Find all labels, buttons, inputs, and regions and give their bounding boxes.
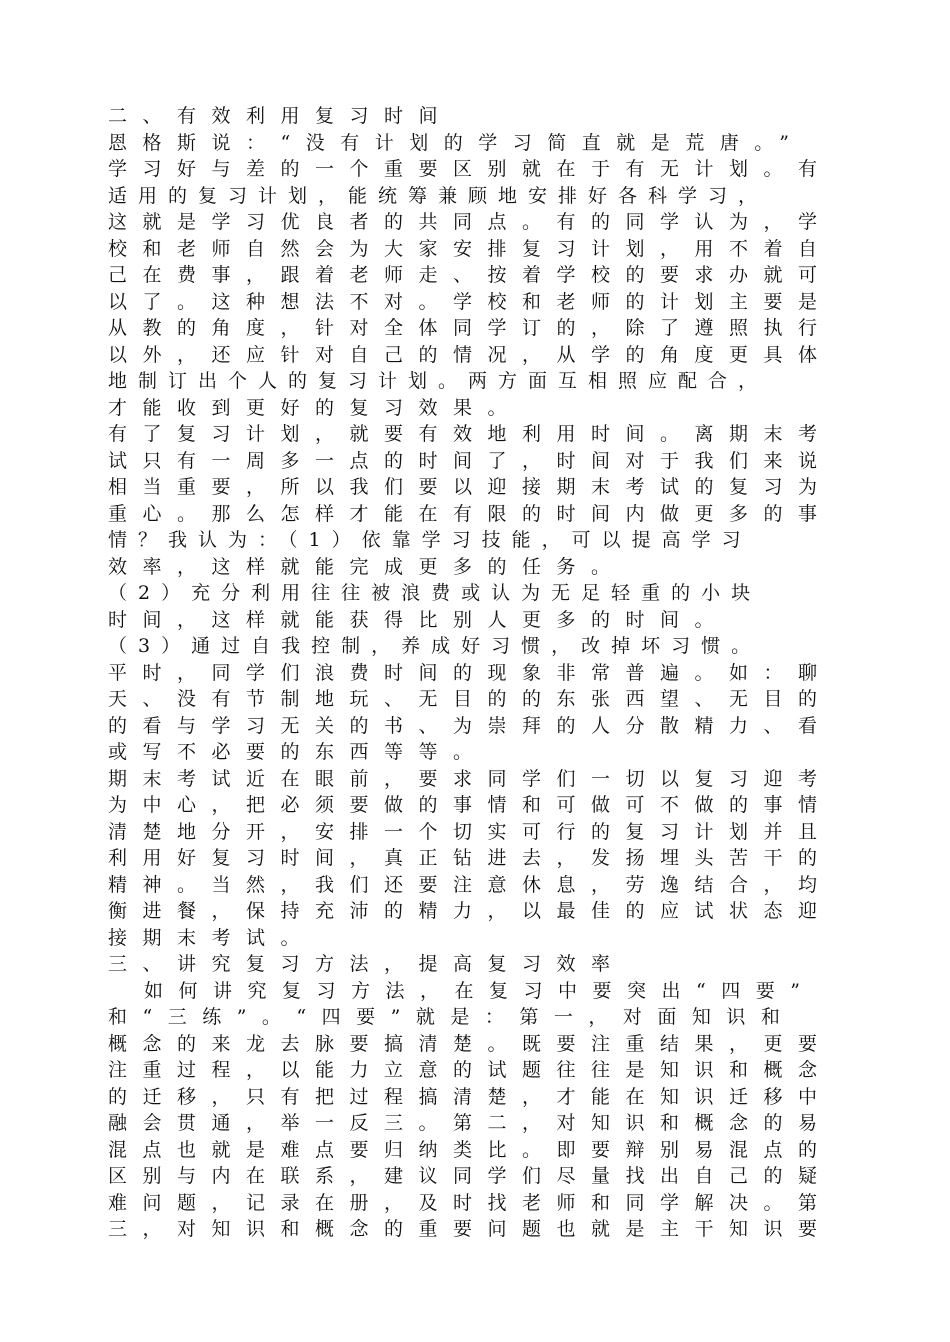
text-line: 概念的来龙去脉要搞清楚。既要注重结果，更要 — [108, 1032, 833, 1055]
text-line: 恩格斯说：“没有计划的学习简直就是荒唐。” — [108, 131, 805, 154]
text-line: 天、没有节制地玩、无目的的东张西望、无目的 — [108, 688, 833, 710]
section-heading: 二、有效利用复习时间 — [108, 105, 454, 127]
text-line: 利用好复习时间，真正钻进去，发扬埋头苦干的 — [108, 847, 833, 869]
text-line: 地制订出个人的复习计划。两方面互相照应配合， — [108, 370, 769, 392]
text-line: （3）通过自我控制，养成好习惯，改掉坏习惯。 — [108, 635, 762, 657]
text-line: 校和老师自然会为大家安排复习计划，用不着自 — [108, 237, 833, 260]
text-line: 混点也就是难点要归纳类比。即要辩别易混点的 — [108, 1138, 833, 1161]
text-line: 情？我认为：（1）依靠学习技能，可以提高学习 — [108, 529, 752, 551]
text-line: 衡进餐，保持充沛的精力，以最佳的应试状态迎 — [108, 900, 833, 922]
text-line: 重心。那么怎样才能在有限的时间内做更多的事 — [108, 502, 833, 525]
text-line: 三，对知识和概念的重要问题也就是主干知识要 — [108, 1218, 833, 1240]
text-line: 效率，这样就能完成更多的任务。 — [108, 555, 626, 578]
text-line: 相当重要，所以我们要以迎接期末考试的复习为 — [108, 476, 833, 498]
section-heading: 三、讲究复习方法，提高复习效率 — [108, 953, 626, 975]
text-line: 或写不必要的东西等等。 — [108, 741, 488, 763]
text-line: 清楚地分开，安排一个切实可行的复习计划并且 — [108, 820, 833, 843]
text-line: 以了。这种想法不对。学校和老师的计划主要是 — [108, 290, 833, 313]
text-line: 时间，这样就能获得比别人更多的时间。 — [108, 608, 730, 631]
text-line: 己在费事，跟着老师走、按着学校的要求办就可 — [108, 264, 833, 286]
text-line: 如何讲究复习方法，在复习中要突出“四要” — [144, 979, 816, 1002]
text-line: 从教的角度，针对全体同学订的，除了遵照执行 — [108, 317, 833, 339]
text-line: 期末考试近在眼前，要求同学们一切以复习迎考 — [108, 767, 833, 790]
text-line: （2）充分利用往往被浪费或认为无足轻重的小块 — [108, 582, 762, 604]
text-line: 试只有一周多一点的时间了，时间对于我们来说 — [108, 449, 833, 472]
text-line: 学习好与差的一个重要区别就在于有无计划。有 — [108, 158, 833, 180]
text-line: 的看与学习无关的书、为崇拜的人分散精力、看 — [108, 714, 833, 737]
document-body — [108, 103, 868, 1243]
text-line: 和“三练”。“四要”就是：第一，对面知识和 — [108, 1006, 796, 1028]
text-line: 接期末考试。 — [108, 926, 316, 949]
text-line: 注重过程，以能力立意的试题往往是知识和概念 — [108, 1059, 833, 1081]
text-line: 适用的复习计划，能统筹兼顾地安排好各科学习， — [108, 184, 769, 207]
text-line: 区别与内在联系，建议同学们尽量找出自己的疑 — [108, 1165, 833, 1187]
text-line: 难问题，记录在册，及时找老师和同学解决。第 — [108, 1191, 833, 1214]
text-line: 的迁移，只有把过程搞清楚，才能在知识迁移中 — [108, 1085, 833, 1108]
text-line: 这就是学习优良者的共同点。有的同学认为，学 — [108, 211, 833, 233]
text-line: 有了复习计划，就要有效地利用时间。离期末考 — [108, 423, 833, 445]
text-line: 以外，还应针对自己的情况，从学的角度更具体 — [108, 343, 833, 366]
text-line: 融会贯通，举一反三。第二，对知识和概念的易 — [108, 1112, 833, 1134]
text-line: 精神。当然，我们还要注意休息，劳逸结合，均 — [108, 873, 833, 896]
text-line: 平时，同学们浪费时间的现象非常普遍。如：聊 — [108, 661, 833, 684]
text-line: 才能收到更好的复习效果。 — [108, 396, 523, 419]
text-line: 为中心，把必须要做的事情和可做可不做的事情 — [108, 794, 833, 816]
